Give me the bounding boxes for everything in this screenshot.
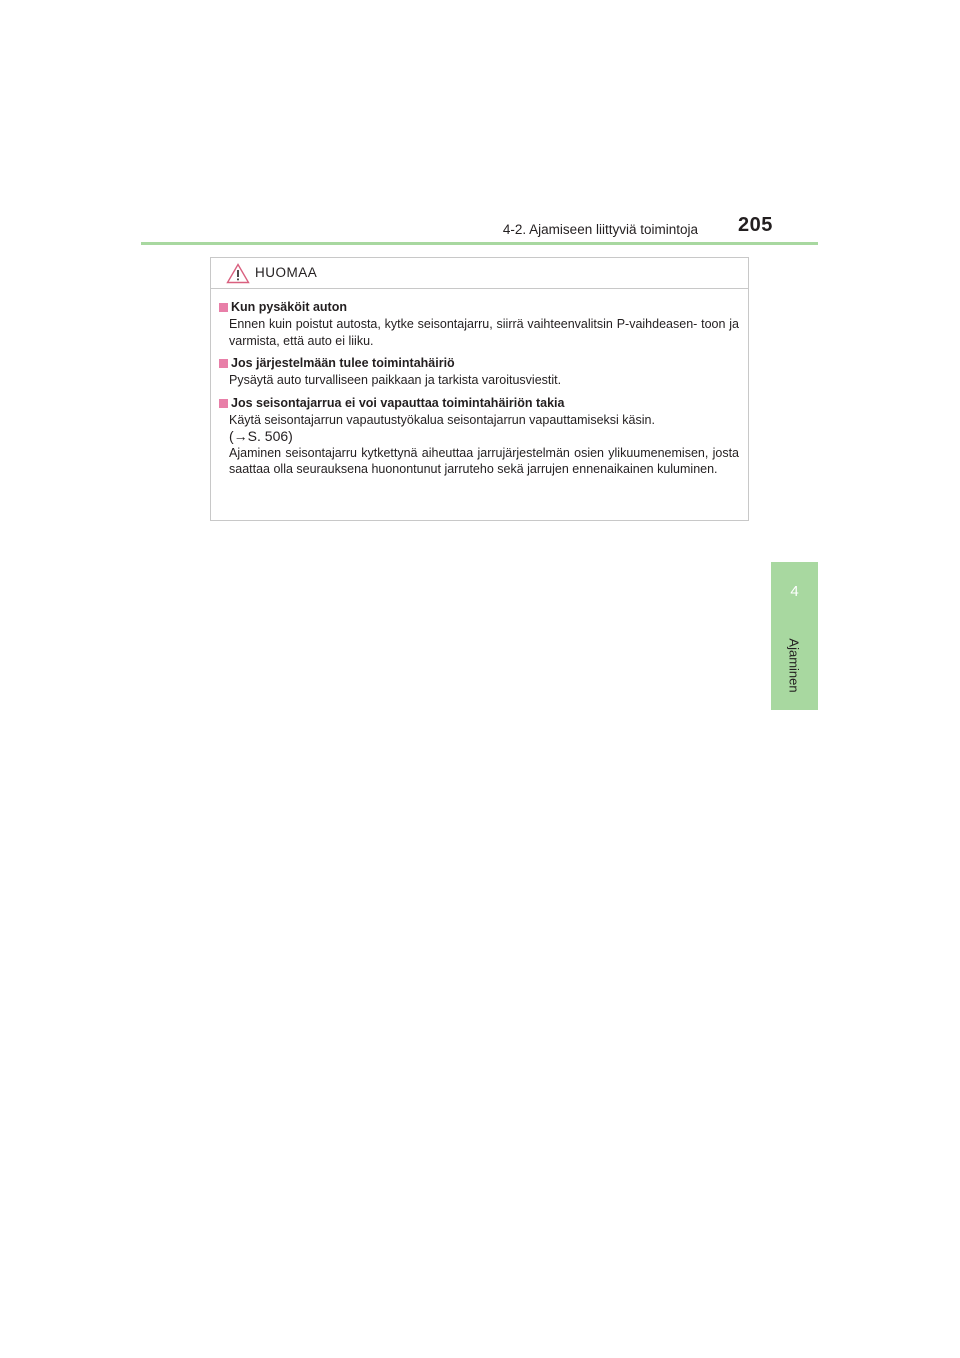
notice-item-text: Käytä seisontajarrun vapautustyökalua seisontajarrun vapauttamiseksi käsin. (229, 412, 655, 427)
page-number: 205 (738, 214, 773, 236)
notice-item (219, 299, 739, 349)
section-title: 4-2. Ajamiseen liittyviä toimintoja (502, 222, 698, 237)
header-divider (141, 242, 818, 245)
notice-body (211, 289, 748, 478)
square-bullet-icon (219, 359, 228, 368)
notice-item-text: Pysäytä auto turvalliseen paikkaan ja tarkista varoitusviestit. (229, 373, 562, 387)
warning-triangle-icon (226, 263, 250, 284)
square-bullet-icon (219, 399, 228, 408)
notice-title: HUOMAA (255, 265, 318, 280)
notice-item-text: Ennen kuin poistut autosta, kytke seisontajarru, siirrä vaihteenvalitsin P-vaihdeasen- toon ja varmista, että auto ei liiku. (229, 317, 739, 348)
notice-item-text: Ajaminen seisontajarru kytkettynä aiheuttaa jarrujärjestelmän osien ylikuumenemisen, josta saattaa olla seurauksena huonontunut jarruteho sekä jarrujen ennenaikainen kuluminen. (229, 445, 739, 476)
page-reference-link[interactable]: (→S. 506) (229, 428, 293, 444)
notice-item-heading: Kun pysäköit auton (231, 300, 347, 314)
notice-box (210, 257, 749, 521)
chapter-tab-number: 4 (771, 562, 818, 620)
chapter-tab (771, 620, 818, 710)
notice-item (219, 395, 739, 478)
notice-item-heading: Jos järjestelmään tulee toimintahäiriö (231, 356, 455, 370)
square-bullet-icon (219, 303, 228, 312)
notice-item-heading: Jos seisontajarrua ei voi vapauttaa toimintahäiriön takia (231, 395, 565, 410)
notice-item (219, 355, 739, 389)
notice-header (211, 258, 748, 289)
chapter-tab-label: Ajaminen (787, 637, 803, 693)
